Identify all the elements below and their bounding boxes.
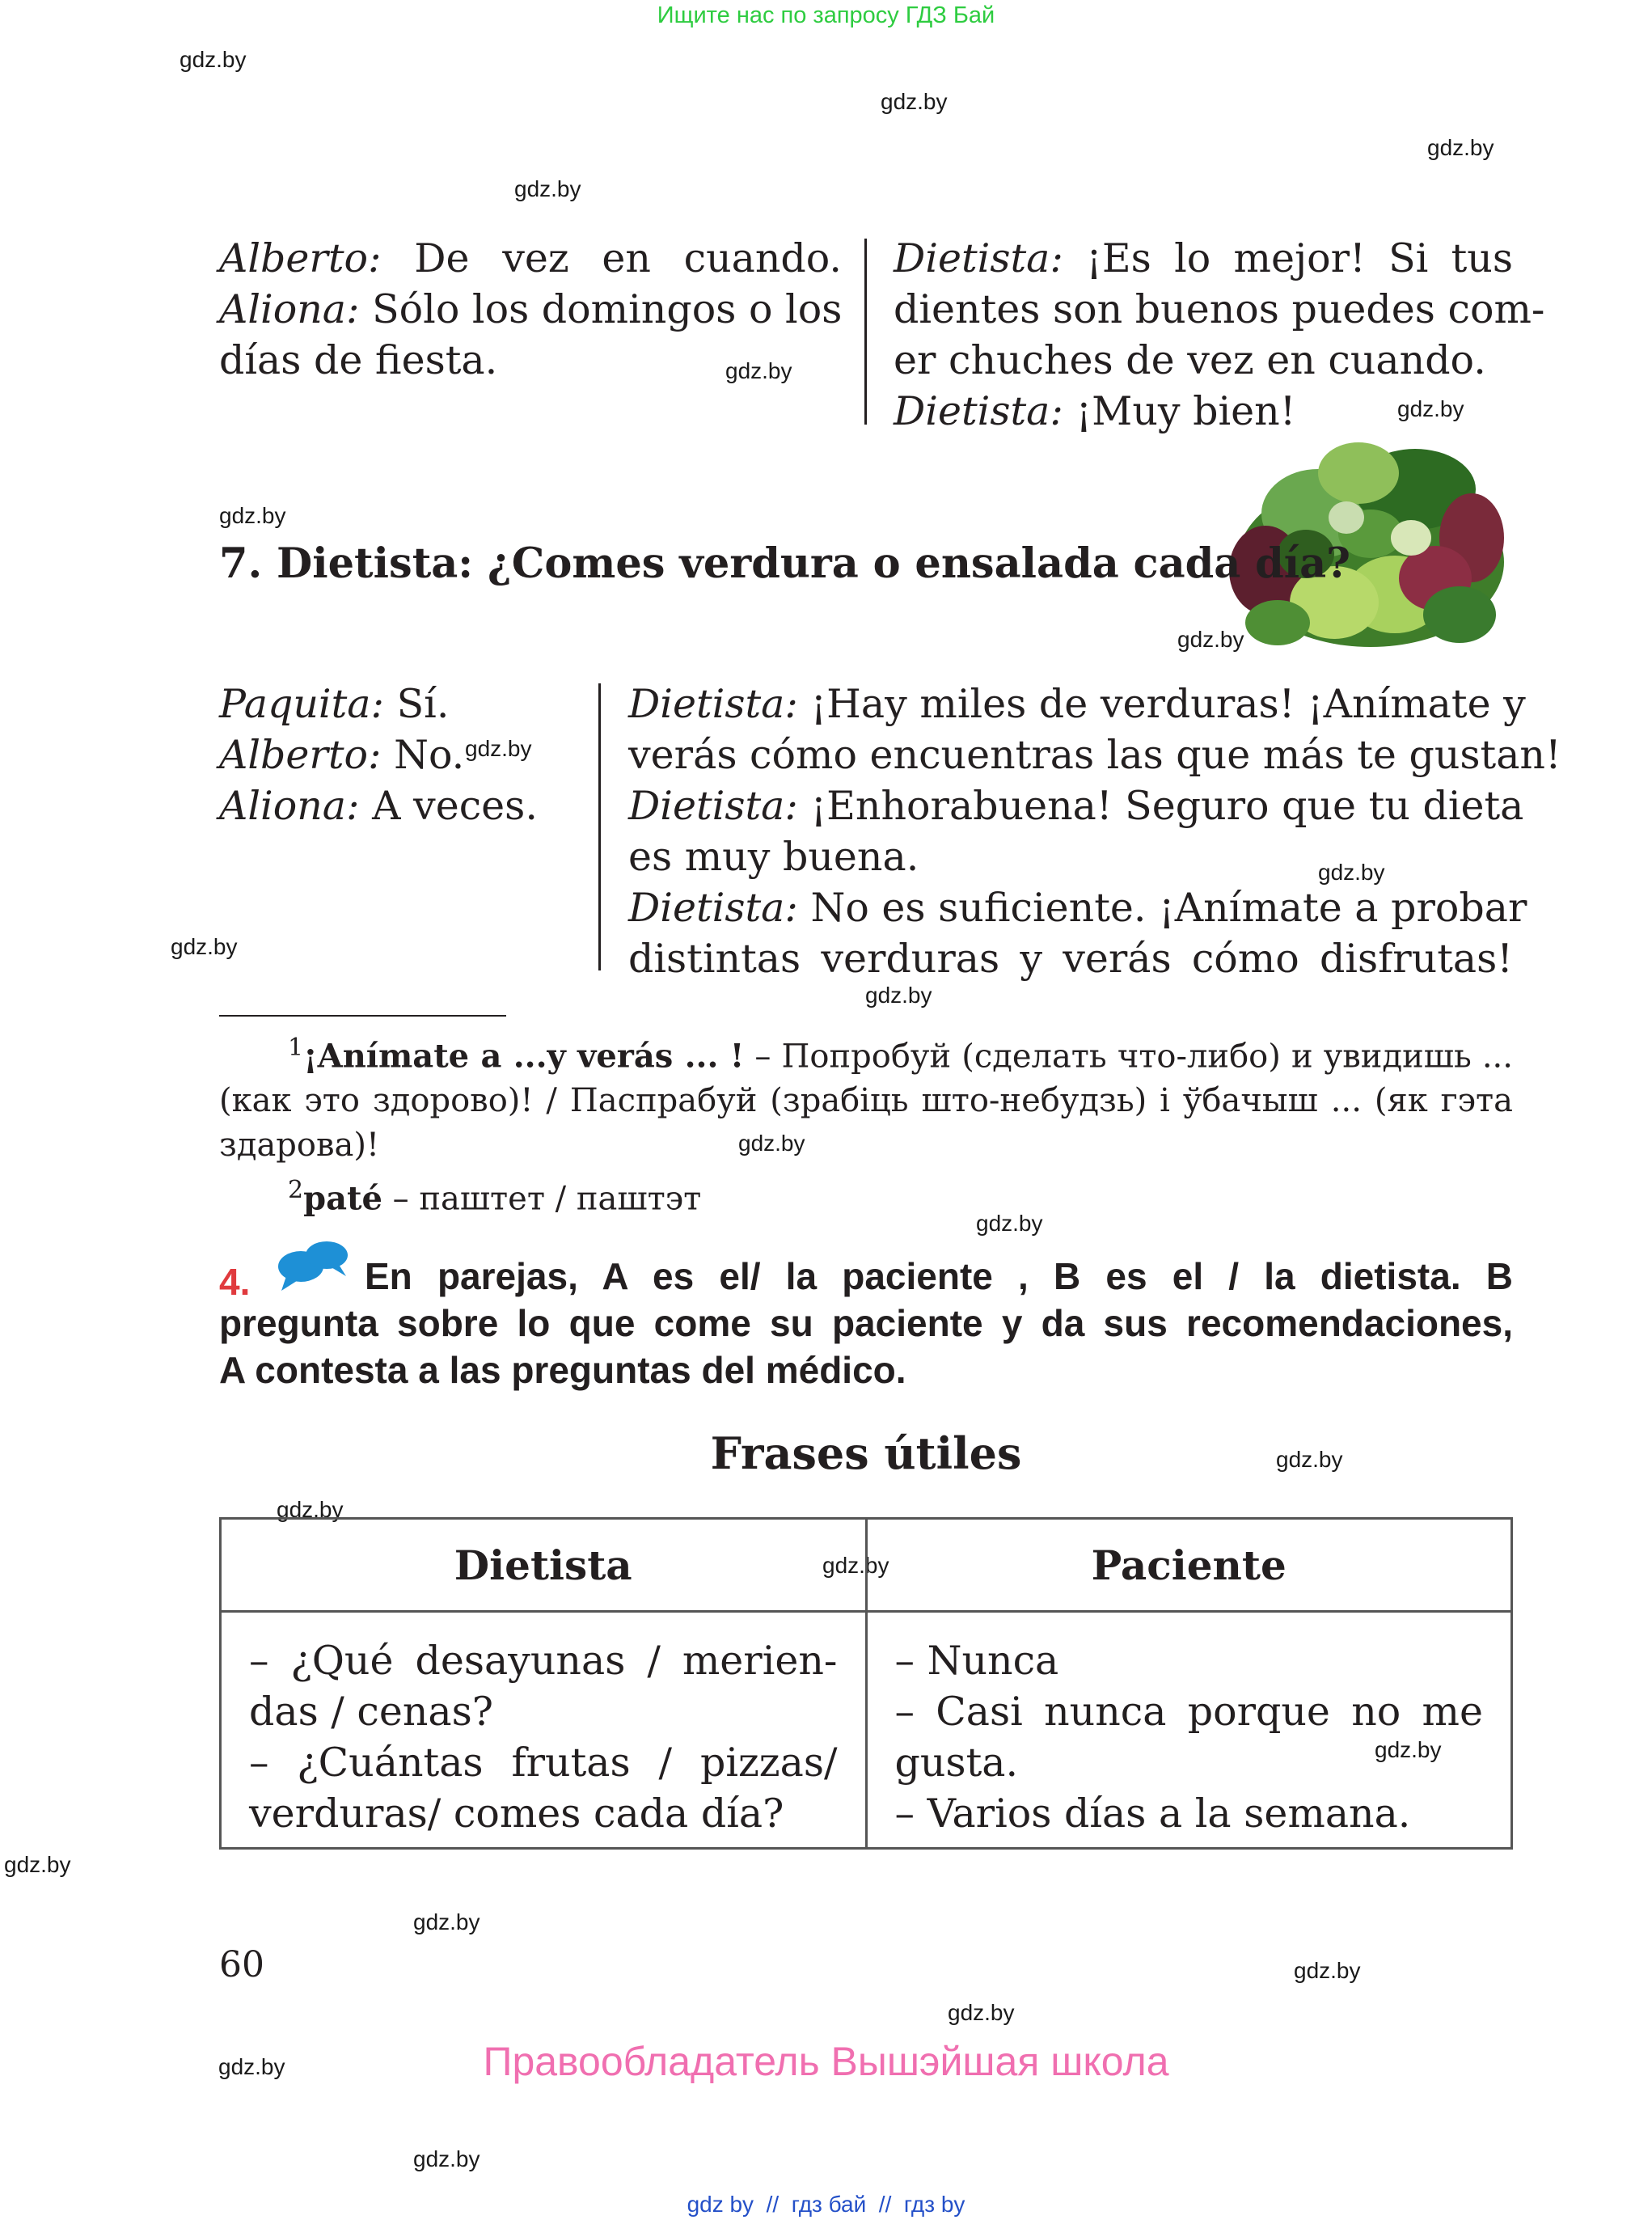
footnote-term: paté (303, 1179, 382, 1218)
dialogue-1-right (894, 233, 1545, 437)
dialogue-text: distintas verduras y verás cómo disfrutas! (628, 936, 1513, 982)
dialogue-text: De vez en cuando. (381, 235, 842, 281)
phrase-line: das / cenas? (249, 1689, 494, 1735)
speaker: Dietista: (628, 885, 798, 931)
question-7: 7. Dietista: ¿Comes verdura o ensalada cada día? (219, 539, 1351, 588)
speaker: Alberto: (219, 235, 382, 281)
watermark: gdz.by (171, 934, 238, 959)
footnote-text: – Попробуй (сделать что-либо) и увидишь ... (744, 1038, 1513, 1076)
watermark: gdz.by (1318, 860, 1385, 885)
dialogue-text: ¡Muy bien! (1063, 388, 1296, 434)
exercise-instructions (219, 1253, 1513, 1393)
footnote-rule (219, 1015, 506, 1017)
watermark: gdz.by (725, 358, 792, 383)
watermark: gdz.by (218, 2054, 285, 2079)
dialogue-text: er chuches de vez en cuando. (894, 337, 1486, 383)
exercise-line: En parejas, A es el/ la paciente , B es el / la dietista. B (365, 1255, 1513, 1297)
phrase-line: – ¿Qué desayunas / merien- (249, 1638, 838, 1684)
column-divider (598, 683, 601, 970)
watermark: gdz.by (413, 2146, 480, 2171)
page-number: 60 (219, 1944, 264, 1985)
dialogue-text: dientes son buenos puedes com- (894, 286, 1545, 332)
speaker: Dietista: (628, 681, 798, 727)
dialogue-text: ¡Enhorabuena! Seguro que tu dieta (797, 783, 1524, 829)
phrases-cell-dietista (221, 1612, 867, 1849)
watermark: gdz.by (1294, 1958, 1361, 1983)
footnotes (219, 1025, 1513, 1222)
phrase-line: – ¿Cuántas frutas / pizzas/ (249, 1740, 838, 1786)
speaker: Dietista: (894, 388, 1063, 434)
footnote-mark: 1 (288, 1034, 304, 1062)
watermark: gdz.by (277, 1497, 344, 1522)
watermark: gdz.by (465, 736, 532, 761)
phrases-table (219, 1517, 1513, 1850)
watermark: gdz.by (738, 1131, 805, 1156)
dialogue-text: No es suficiente. ¡Anímate a probar (797, 885, 1527, 931)
watermark: gdz.by (180, 47, 247, 72)
speaker: Dietista: (628, 783, 798, 829)
dialogue-text: Sí. (384, 681, 450, 727)
speaker: Paquita: (219, 681, 384, 727)
bottom-links[interactable]: gdz by // гдз бай // гдз by (687, 2192, 965, 2217)
phrase-line: – Casi nunca porque no me (894, 1689, 1483, 1735)
column-divider (864, 239, 867, 425)
speaker: Alberto: (219, 732, 382, 778)
watermark: gdz.by (881, 89, 948, 114)
phrase-line: verduras/ comes cada día? (249, 1791, 784, 1837)
dialogue-2-right (628, 679, 1561, 984)
watermark: gdz.by (514, 176, 581, 201)
dialogue-text: Sólo los domingos o los (359, 286, 843, 332)
watermark: gdz.by (865, 983, 932, 1008)
phrases-title: Frases útiles (710, 1427, 1022, 1479)
footnote-text: – паштет / паштэт (382, 1180, 702, 1218)
watermark: gdz.by (976, 1211, 1043, 1236)
dialogue-text: verás cómo encuentras las que más te gustan! (628, 732, 1561, 778)
phrases-header-dietista: Dietista (221, 1519, 867, 1612)
exercise-line: A contesta a las preguntas del médico. (219, 1349, 906, 1391)
speaker: Aliona: (219, 286, 360, 332)
dialogue-text: días de fiesta. (219, 337, 498, 383)
dialogue-text: ¡Es lo mejor! Si tus (1063, 235, 1513, 281)
watermark: gdz.by (822, 1553, 889, 1578)
dialogue-text: ¡Hay miles de verduras! ¡Anímate y (797, 681, 1526, 727)
exercise-line: pregunta sobre lo que come su paciente y da sus recomendaciones, (219, 1302, 1513, 1344)
dialogue-text: A veces. (359, 783, 538, 829)
top-banner: Ищите нас по запросу ГДЗ Бай (657, 2, 995, 28)
speaker: Aliona: (219, 783, 360, 829)
footnote-text: здарова)! (219, 1127, 380, 1165)
watermark: gdz.by (1375, 1737, 1442, 1762)
speaker: Dietista: (894, 235, 1063, 281)
copyright: Правообладатель Вышэйшая школа (483, 2039, 1169, 2084)
watermark: gdz.by (1276, 1447, 1343, 1472)
watermark: gdz.by (1397, 396, 1464, 421)
watermark: gdz.by (413, 1909, 480, 1934)
dialogue-1-left (219, 233, 842, 386)
phrases-cell-paciente (866, 1612, 1512, 1849)
phrase-line: – Nunca (894, 1638, 1059, 1684)
dialogue-text: es muy buena. (628, 834, 919, 880)
phrase-line: – Varios días a la semana. (894, 1791, 1411, 1837)
dialogue-2-left (219, 679, 559, 831)
footnote-text: (как это здорово)! / Паспрабуй (зрабіць што-небудзь) і ўбачыш ... (як гэта (219, 1082, 1513, 1120)
exercise-number: 4. (219, 1261, 251, 1303)
watermark: gdz.by (4, 1852, 71, 1877)
watermark: gdz.by (948, 2000, 1015, 2025)
watermark: gdz.by (1427, 135, 1494, 160)
footnote-term: ¡Anímate a ...y verás ... ! (303, 1037, 745, 1076)
footnote-mark: 2 (288, 1176, 304, 1205)
dialogue-text: No. (381, 732, 465, 778)
phrases-header-paciente: Paciente (866, 1519, 1512, 1612)
phrase-line: gusta. (894, 1740, 1019, 1786)
watermark: gdz.by (219, 503, 286, 528)
watermark: gdz.by (1177, 627, 1244, 652)
